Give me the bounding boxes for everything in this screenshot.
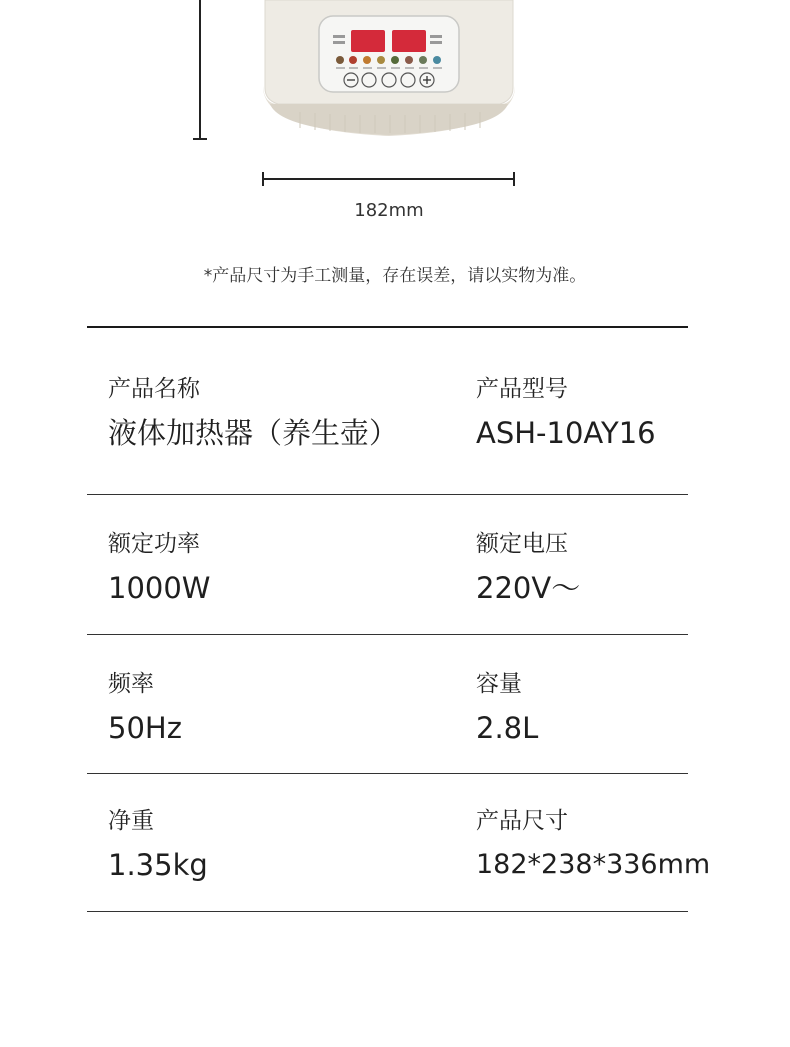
spec-rated-power [108, 529, 210, 606]
spec-label: 容量 [476, 671, 522, 697]
spec-label: 产品尺寸 [476, 808, 568, 834]
product-illustration [0, 0, 790, 150]
measurement-note: *产品尺寸为手工测量，存在误差，请以实物为准。 [203, 266, 587, 286]
spec-value: 220V～ [476, 571, 581, 605]
spec-frequency [108, 669, 182, 746]
spec-label: 额定功率 [108, 531, 200, 557]
spec-label: 产品名称 [108, 376, 200, 402]
width-dimension-label: 182mm [354, 200, 424, 221]
table-row-divider [87, 494, 688, 495]
table-row-divider [87, 634, 688, 635]
spec-label: 额定电压 [476, 531, 568, 557]
table-bottom-rule [87, 911, 688, 912]
display-left [351, 30, 385, 52]
spec-value: 2.8L [476, 711, 539, 745]
display-right [392, 30, 426, 52]
width-dimension-line [260, 170, 518, 190]
spec-value: 50Hz [108, 711, 182, 745]
spec-label: 净重 [108, 808, 154, 834]
table-row-divider [87, 773, 688, 774]
spec-model [476, 374, 656, 451]
spec-value: 液体加热器（养生壶） [108, 416, 399, 450]
spec-value: 1.35kg [108, 848, 208, 882]
control-panel [319, 16, 459, 92]
spec-net-weight [108, 806, 208, 883]
spec-label: 频率 [108, 671, 154, 697]
spec-rated-voltage [476, 529, 580, 606]
table-top-rule [87, 326, 688, 328]
spec-dimensions [476, 806, 710, 883]
spec-value: ASH-10AY16 [476, 416, 656, 450]
spec-value: 1000W [108, 571, 211, 605]
spec-capacity [476, 669, 538, 746]
spec-product-name [108, 374, 398, 451]
spec-value: 182*238*336mm [476, 849, 711, 880]
spec-label: 产品型号 [476, 376, 568, 402]
